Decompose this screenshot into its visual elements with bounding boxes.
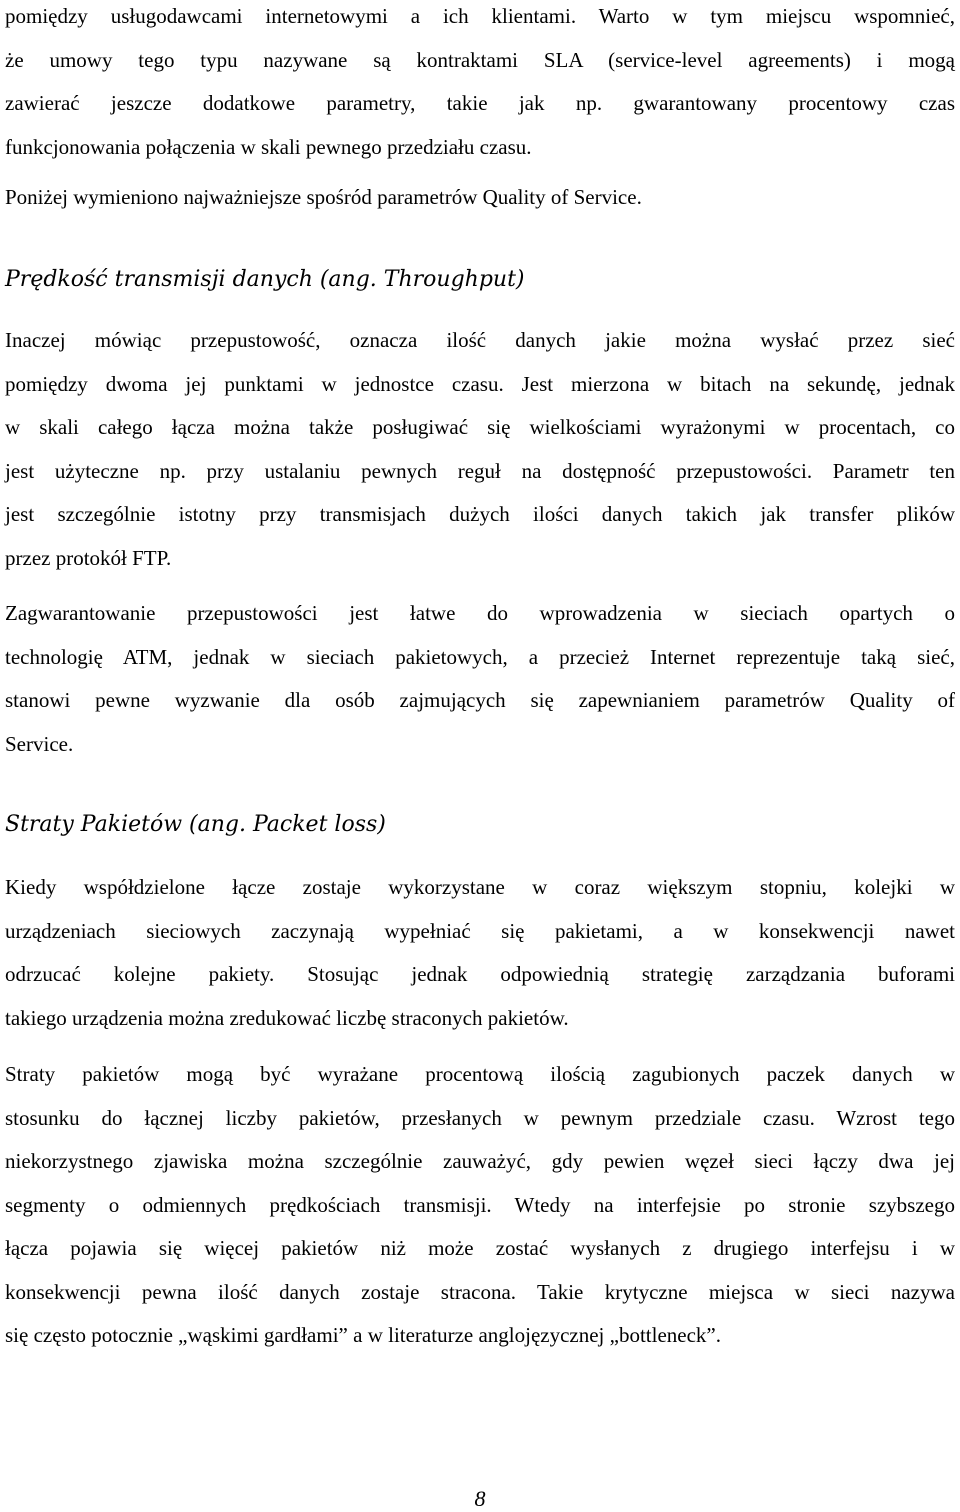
qos-intro-paragraph — [5, 176, 955, 220]
text-line: jest użyteczne np. przy ustalaniu pewnych reguł na dostępność przepustowości. Parametr ten — [5, 458, 955, 483]
packet-loss-paragraph-1 — [5, 866, 955, 1040]
text-line: stanowi pewne wyzwanie dla osób zajmujących się zapewnianiem parametrów Quality of — [5, 688, 955, 712]
text-line: stosunku do łącznej liczby pakietów, przesłanych w pewnym przedziale czasu. Wzrost tego — [5, 1105, 955, 1130]
page-number: 8 — [474, 1486, 486, 1511]
throughput-heading: Prędkość transmisji danych (ang. Throughput) — [5, 267, 525, 292]
text-line: Zagwarantowanie przepustowości jest łatwe do wprowadzenia w sieciach opartych o — [5, 601, 955, 625]
text-line: Straty pakietów mogą być wyrażane procentową ilością zagubionych paczek danych w — [5, 1062, 955, 1086]
text-line: takiego urządzenia można zredukować liczbę straconych pakietów. — [5, 1005, 569, 1030]
text-line: Poniżej wymieniono najważniejsze spośród parametrów Quality of Service. — [5, 185, 642, 209]
packet-loss-paragraph-2 — [5, 1053, 955, 1358]
packet-loss-heading: Straty Pakietów (ang. Packet loss) — [5, 812, 386, 837]
throughput-paragraph-1 — [5, 319, 955, 580]
text-line: się często potocznie „wąskimi gardłami” a w literaturze anglojęzycznej „bottleneck”. — [5, 1323, 721, 1347]
text-line: Inaczej mówiąc przepustowość, oznacza ilość danych jakie można wysłać przez sieć — [5, 328, 955, 352]
text-line: pomiędzy dwoma jej punktami w jednostce czasu. Jest mierzona w bitach na sekundę, jednak — [5, 371, 955, 396]
throughput-paragraph-2 — [5, 592, 955, 766]
intro-paragraph — [5, 0, 955, 169]
text-line: technologię ATM, jednak w sieciach pakietowych, a przecież Internet reprezentuje taką sieć, — [5, 644, 955, 669]
text-line: zawierać jeszcze dodatkowe parametry, takie jak np. gwarantowany procentowy czas — [5, 91, 955, 115]
text-line: pomiędzy usługodawcami internetowymi a ich klientami. Warto w tym miejscu wspomnieć, — [5, 4, 955, 28]
text-line: segmenty o odmiennych prędkościach transmisji. Wtedy na interfejsie po stronie szybszego — [5, 1192, 955, 1217]
text-line: funkcjonowania połączenia w skali pewnego przedziału czasu. — [5, 134, 532, 159]
text-line: że umowy tego typu nazywane są kontraktami SLA (service-level agreements) i mogą — [5, 47, 955, 72]
text-line: Kiedy współdzielone łącze zostaje wykorzystane w coraz większym stopniu, kolejki w — [5, 875, 955, 899]
text-line: przez protokół FTP. — [5, 545, 172, 570]
text-line: urządzeniach sieciowych zaczynają wypełniać się pakietami, a w konsekwencji nawet — [5, 918, 955, 943]
text-line: w skali całego łącza można także posługiwać się wielkościami wyrażonymi w procentach, co — [5, 415, 955, 439]
text-line: łącza pojawia się więcej pakietów niż może zostać wysłanych z drugiego interfejsu i w — [5, 1236, 955, 1260]
text-line: Service. — [5, 731, 74, 756]
text-line: konsekwencji pewna ilość danych zostaje stracona. Takie krytyczne miejsca w sieci nazywa — [5, 1279, 955, 1304]
text-line: niekorzystnego zjawiska można szczególnie zauważyć, gdy pewien węzeł sieci łączy dwa jej — [5, 1149, 955, 1173]
text-line: jest szczególnie istotny przy transmisjach dużych ilości danych takich jak transfer plików — [5, 502, 955, 526]
text-line: odrzucać kolejne pakiety. Stosując jednak odpowiednią strategię zarządzania buforami — [5, 962, 955, 986]
